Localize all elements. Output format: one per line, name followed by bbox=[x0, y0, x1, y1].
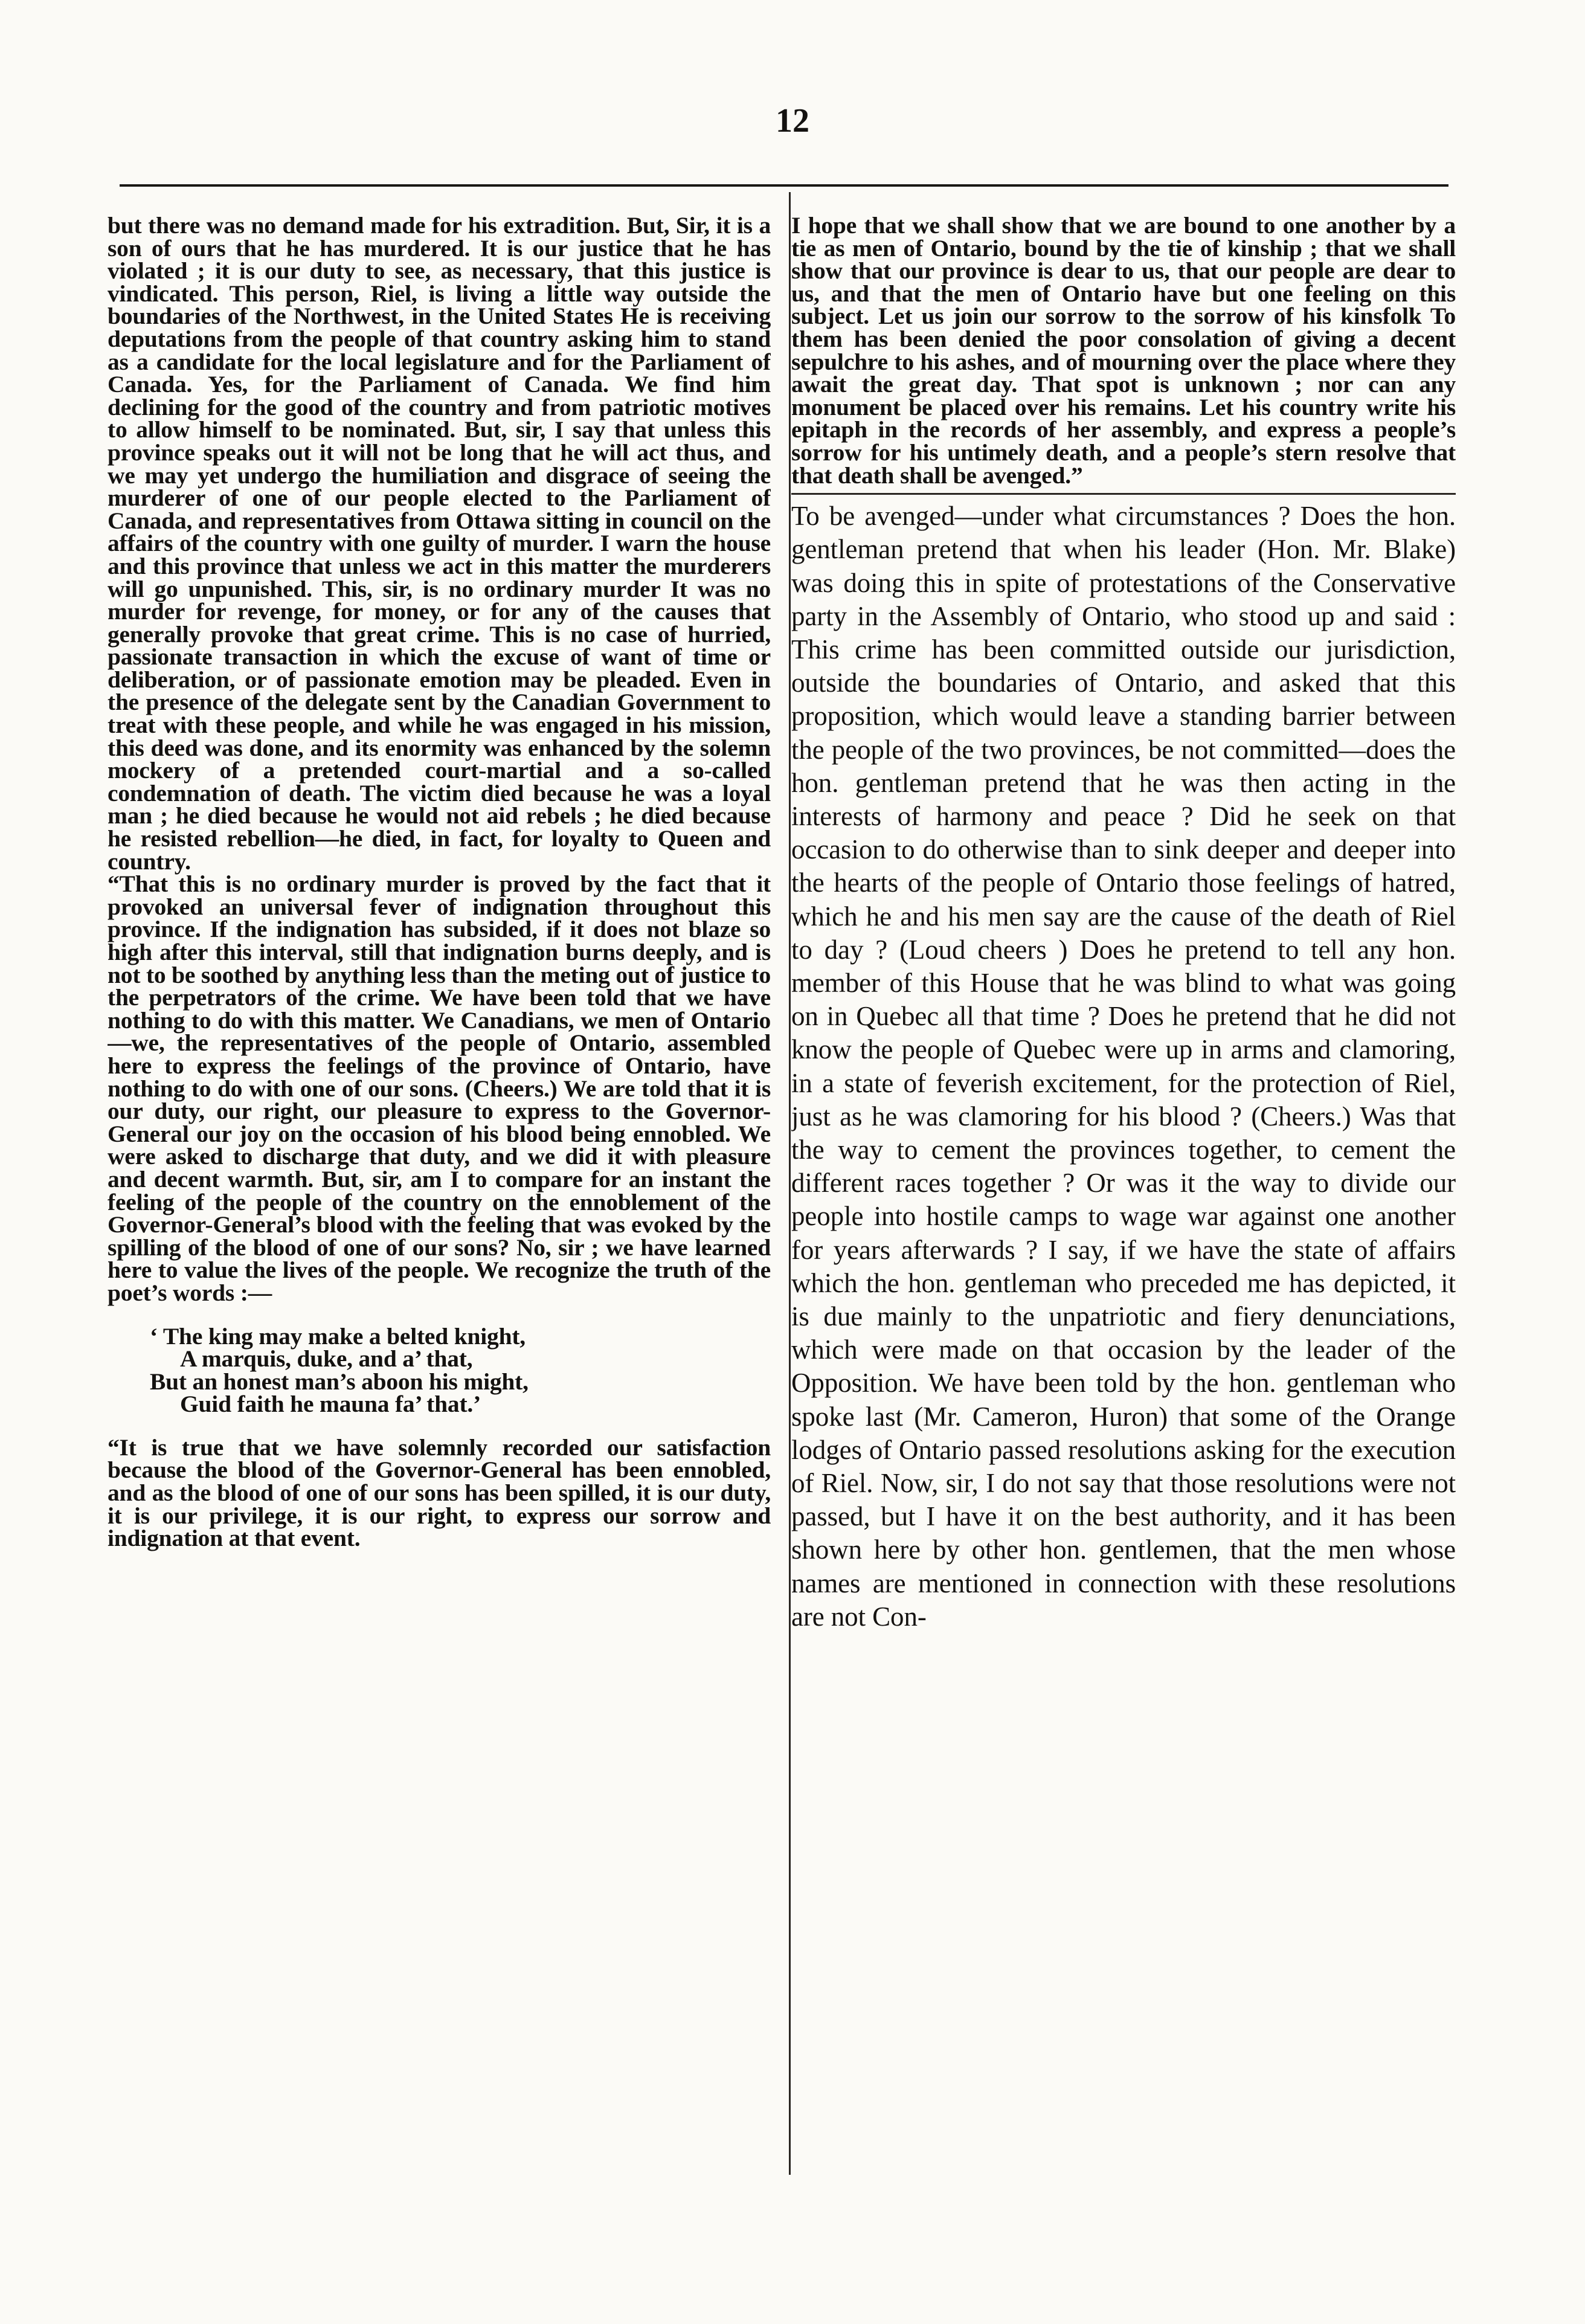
quote-end-rule bbox=[791, 493, 1456, 495]
right-column bbox=[791, 214, 1456, 2172]
left-paragraph-1: but there was no demand made for his extradition. But, Sir, it is a son of ours that he has murdered. It is our justice that he has violated ; it is our duty to see, as necessary, that this justice is vindicated. This person, Riel, is living a little way outside the boundaries of the Northwest, in the United States He is receiving deputations from the people of that country asking him to stand as a candidate for the local legislature and for the Parliament of Canada. Yes, for the Parliament of Canada. We find him declining for the good of the country and from patriotic motives to allow himself to be nominated. But, sir, I say that unless this province speaks out it will not be long that he will act thus, and we may yet undergo the humiliation and disgrace of seeing the murderer of one of our people elected to the Parliament of Canada, and representatives from Ottawa sitting in council on the affairs of the country with one guilty of murder. I warn the house and this province that unless we act in this matter the murderers will go unpunished. This, sir, is no ordinary murder It was no murder for revenge, for money, or for any of the causes that generally provoke that great crime. This is no case of hurried, passionate transaction in which the excuse of want of time or deliberation, or of passionate emotion may be pleaded. Even in the presence of the delegate sent by the Canadian Government to treat with these people, and while he was engaged in his mission, this deed was done, and its enormity was enhanced by the solemn mockery of a pretended court-martial and a so-called condemnation of death. The victim died because he was a loyal man ; he died because he would not aid rebels ; he died because he resisted rebellion—he died, in fact, for loyalty to Queen and country. bbox=[108, 214, 771, 875]
right-body-paragraph: To be avenged—under what circumstances ? Does the hon. gentleman pretend that when his leader (Hon. Mr. Blake) was doing this in spite of protestations of the Conservative party in the Assembly of Ontario, who stood up and said : This crime has been committed outside our jurisdiction, outside the boundaries of Ontario, and asked that this proposition, which would leave a standing barrier between the people of the two provinces, be not committed—does the hon. gentleman pretend that he was then acting in the interests of harmony and peace ? Did he seek on that occasion to do otherwise than to sink deeper and deeper into the hearts of the people of Ontario those feelings of hatred, which he and his men say are the cause of the death of Riel to day ? (Loud cheers ) Does he pretend to tell any hon. member of this House that he was blind to what was going on in Quebec all that time ? Does he pretend that he did not know the people of Quebec were up in arms and clamoring, in a state of feverish excitement, for the protection of Riel, just as he was clamoring for his blood ? (Cheers.) Was that the way to cement the provinces together, to cement the different races together ? Or was it the way to divide our people into hostile camps to wage war against one another for years afterwards ? I say, if we have the state of affairs which the hon. gentleman who preceded me has depicted, it is due mainly to the unpatriotic and fiery denunciations, which were made on that occasion by the leader of the Opposition. We have been told by the hon. gentleman who spoke last (Mr. Cameron, Huron) that some of the Orange lodges of Ontario passed resolutions asking for the execution of Riel. Now, sir, I do not say that those resolutions were not passed, but I have it on the best authority, and it has been shown here by other hon. gentlemen, that the men whose names are mentioned in connection with these resolutions are not Con- bbox=[791, 501, 1456, 1632]
left-column bbox=[108, 214, 771, 2172]
left-paragraph-closing: “It is true that we have solemnly recorded our satisfaction because the blood of the Governor-General has been ennobled, and as the blood of one of our sons has been spilled, it is our duty, it is our privilege, it is our right, to express our sorrow and indignation at that event. bbox=[108, 1434, 771, 1552]
page-number: 12 bbox=[776, 102, 809, 140]
poem-line: But an honest man’s aboon his might, bbox=[150, 1368, 529, 1395]
right-quote-paragraph: I hope that we shall show that we are bound to one another by a tie as men of Ontario, bound by the tie of kinship ; that we shall show that our province is dear to us, that our people are dear to us, and that the men of Ontario have but one feeling on this subject. Let us join our sorrow to the sorrow of his kinsfolk To them has been denied the poor consolation of giving a decent sepulchre to his ashes, and of mourning over the place where they await the great day. That spot is unknown ; nor can any monument be placed over his remains. Let his country write his epitaph in the records of her assembly, and express a people’s sorrow for his untimely death, and a people’s stern resolve that that death shall be avenged.” bbox=[791, 214, 1456, 489]
poem-line: A marquis, duke, and a’ that, bbox=[180, 1345, 473, 1373]
poem-line: Guid faith he mauna fa’ that.’ bbox=[180, 1391, 481, 1418]
header-rule bbox=[120, 184, 1448, 187]
column-divider bbox=[789, 192, 791, 2175]
left-paragraph-2: “That this is no ordinary murder is proved by the fact that it provoked an universal fever of indignation throughout this province. If the indignation has subsided, if it does not blaze so high after this interval, still that indignation burns deeply, and is not to be soothed by anything less than the meting out of justice to the perpetrators of the crime. We have been told that we have nothing to do with this matter. We Canadians, we men of Ontario—we, the representatives of the people of Ontario, assembled here to express the feelings of the province of Ontario, have nothing to do with one of our sons. (Cheers.) We are told that it is our duty, our right, our pleasure to express to the Governor-General our joy on the occasion of his blood being ennobled. We were asked to discharge that duty, and we did it with pleasure and decent warmth. But, sir, am I to compare for an instant the feeling of the people of the country on the ennoblement of the Governor-General’s blood with the feeling that was evoked by the spilling of the blood of one of our sons? No, sir ; we have learned here to value the lives of the people. We recognize the truth of the poet’s words :— bbox=[108, 871, 771, 1306]
poem-quote bbox=[150, 1322, 771, 1418]
poem-line: ‘ The king may make a belted knight, bbox=[150, 1322, 526, 1350]
